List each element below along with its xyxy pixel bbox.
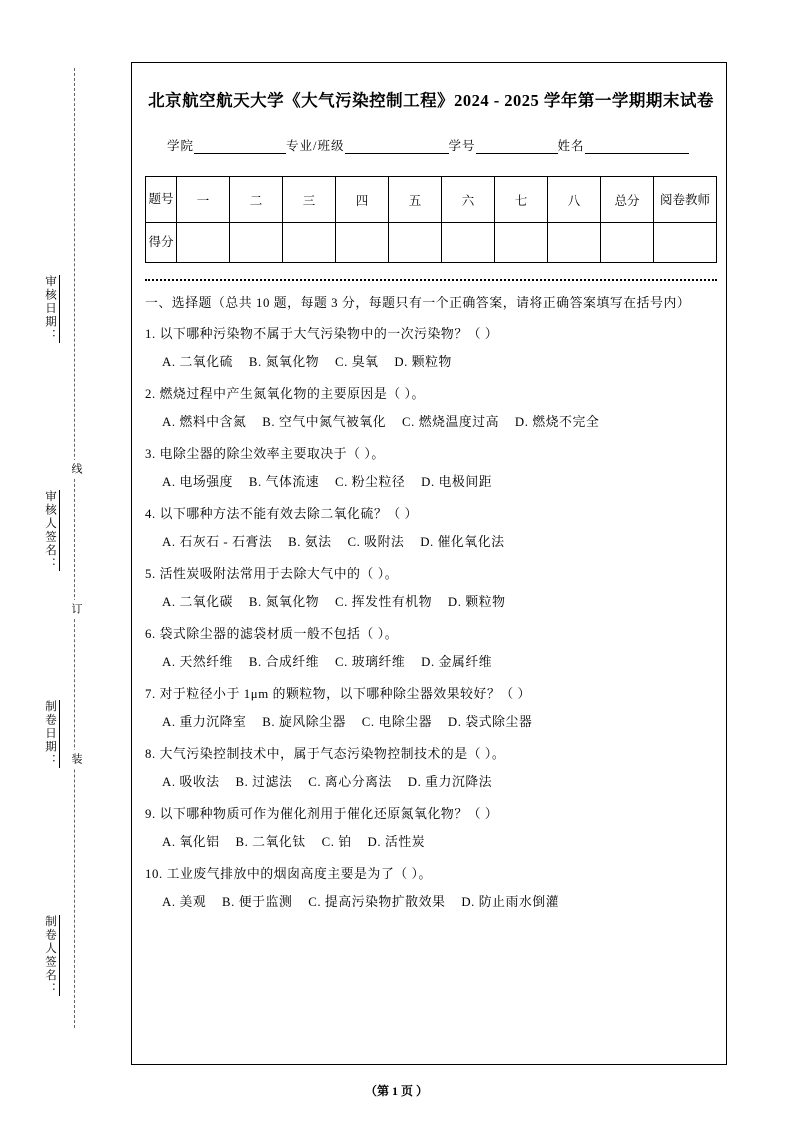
- option-9-b[interactable]: B. 二氧化钛: [235, 835, 306, 849]
- option-7-c[interactable]: C. 电除尘器: [361, 715, 433, 729]
- page-footer: （第 1 页 ）: [364, 1084, 428, 1098]
- major-class-label: 专业/班级: [286, 139, 345, 153]
- option-1-d[interactable]: D. 颗粒物: [394, 355, 452, 369]
- dashed-fold-line: [74, 68, 75, 1028]
- score-table-row-label-number: 题号: [146, 177, 177, 223]
- question-stem-9: 9. 以下哪种物质可作为催化剂用于催化还原氮氧化物？（ ）: [145, 807, 499, 821]
- score-cell-4[interactable]: [336, 223, 389, 263]
- question-stem-2: 2. 燃烧过程中产生氮氧化物的主要原因是（ ）。: [145, 387, 425, 401]
- score-table-q7: 七: [495, 177, 548, 223]
- option-2-b[interactable]: B. 空气中氮气被氧化: [262, 415, 387, 429]
- option-9-c[interactable]: C. 铂: [321, 835, 352, 849]
- score-table-q3: 三: [283, 177, 336, 223]
- option-5-b[interactable]: B. 氮氧化物: [248, 595, 320, 609]
- page-content: [145, 74, 717, 916]
- question-stem-10: 10. 工业废气排放中的烟囱高度主要是为了（ ）。: [145, 867, 432, 881]
- option-9-d[interactable]: D. 活性炭: [367, 835, 426, 849]
- score-table-row-label-score: 得分: [146, 223, 177, 263]
- section-one-heading: 一、选择题（总共 10 题，每题 3 分，每题只有一个正确答案，请将正确答案填写在括号内）: [145, 296, 691, 310]
- option-5-c[interactable]: C. 挥发性有机物: [334, 595, 433, 609]
- college-label: 学院: [167, 139, 195, 153]
- college-input[interactable]: [194, 140, 286, 154]
- option-1-a[interactable]: A. 二氧化硫: [162, 355, 234, 369]
- option-3-a[interactable]: A. 电场强度: [162, 475, 234, 489]
- left-margin-annotations: [22, 60, 122, 1060]
- option-6-b[interactable]: B. 合成纤维: [248, 655, 320, 669]
- option-2-c[interactable]: C. 燃烧温度过高: [401, 415, 500, 429]
- option-3-d[interactable]: D. 电极间距: [421, 475, 493, 489]
- question-options-3: [145, 469, 717, 496]
- option-1-c[interactable]: C. 臭氧: [334, 355, 379, 369]
- question-options-10: [145, 889, 717, 916]
- margin-note-paper-date: 制卷日期：: [42, 700, 60, 768]
- option-1-b[interactable]: B. 氮氧化物: [248, 355, 320, 369]
- option-7-d[interactable]: D. 袋式除尘器: [447, 715, 533, 729]
- score-cell-7[interactable]: [495, 223, 548, 263]
- student-id-label: 学号: [448, 139, 476, 153]
- question-options-8: [145, 769, 717, 796]
- score-table-teacher: 阅卷教师: [654, 177, 717, 223]
- question-stem-7: 7. 对于粒径小于 1μm 的颗粒物，以下哪种除尘器效果较好？（ ）: [145, 687, 531, 701]
- score-table-q2: 二: [230, 177, 283, 223]
- option-7-a[interactable]: A. 重力沉降室: [162, 715, 247, 729]
- option-8-d[interactable]: D. 重力沉降法: [407, 775, 493, 789]
- score-cell-2[interactable]: [230, 223, 283, 263]
- option-10-c[interactable]: C. 提高污染物扩散效果: [308, 895, 446, 909]
- option-5-a[interactable]: A. 二氧化碳: [162, 595, 234, 609]
- option-4-d[interactable]: D. 催化氧化法: [420, 535, 505, 549]
- score-cell-5[interactable]: [389, 223, 442, 263]
- score-cell-6[interactable]: [442, 223, 495, 263]
- question-stem-8: 8. 大气污染控制技术中，属于气态污染物控制技术的是（ ）。: [145, 747, 506, 761]
- score-table-q8: 八: [548, 177, 601, 223]
- question-stem-5: 5. 活性炭吸附法常用于去除大气中的（ ）。: [145, 567, 399, 581]
- score-table-q5: 五: [389, 177, 442, 223]
- question-options-1: [145, 349, 717, 376]
- major-class-input[interactable]: [345, 140, 449, 154]
- question-stem-3: 3. 电除尘器的除尘效率主要取决于（ ）。: [145, 447, 385, 461]
- student-info-line: [145, 136, 717, 154]
- margin-mark-line: 线: [68, 460, 84, 478]
- score-cell-teacher[interactable]: [654, 223, 717, 263]
- name-label: 姓名: [557, 139, 585, 153]
- score-cell-1[interactable]: [177, 223, 230, 263]
- option-4-a[interactable]: A. 石灰石 - 石膏法: [162, 535, 273, 549]
- option-6-c[interactable]: C. 玻璃纤维: [334, 655, 406, 669]
- score-table: [145, 176, 717, 263]
- margin-mark-seal: 装: [68, 750, 84, 768]
- option-8-b[interactable]: B. 过滤法: [235, 775, 293, 789]
- name-input[interactable]: [585, 140, 689, 154]
- option-2-d[interactable]: D. 燃烧不完全: [514, 415, 600, 429]
- question-options-7: [145, 709, 717, 736]
- student-id-input[interactable]: [476, 140, 558, 154]
- question-stem-1: 1. 以下哪种污染物不属于大气污染物中的一次污染物？（ ）: [145, 327, 499, 341]
- option-10-b[interactable]: B. 便于监测: [222, 895, 293, 909]
- option-6-a[interactable]: A. 天然纤维: [162, 655, 234, 669]
- score-table-q1: 一: [177, 177, 230, 223]
- question-options-4: [145, 529, 717, 556]
- option-4-b[interactable]: B. 氨法: [288, 535, 332, 549]
- score-cell-8[interactable]: [548, 223, 601, 263]
- option-8-a[interactable]: A. 吸收法: [162, 775, 220, 789]
- dotted-divider: [145, 279, 717, 281]
- score-table-q6: 六: [442, 177, 495, 223]
- margin-note-review-date: 审核日期：: [42, 275, 60, 343]
- option-9-a[interactable]: A. 氧化铝: [162, 835, 220, 849]
- score-cell-3[interactable]: [283, 223, 336, 263]
- page-title: 北京航空航天大学《大气污染控制工程》2024 - 2025 学年第一学期期末试卷: [148, 91, 714, 110]
- section-one: [145, 291, 717, 916]
- margin-mark-bind: 订: [68, 600, 84, 618]
- option-4-c[interactable]: C. 吸附法: [347, 535, 405, 549]
- question-options-9: [145, 829, 717, 856]
- table-row-header: [146, 177, 717, 223]
- option-7-b[interactable]: B. 旋风除尘器: [262, 715, 346, 729]
- option-3-c[interactable]: C. 粉尘粒径: [334, 475, 406, 489]
- table-row-scores: [146, 223, 717, 263]
- option-5-d[interactable]: D. 颗粒物: [447, 595, 506, 609]
- score-cell-total[interactable]: [601, 223, 654, 263]
- option-2-a[interactable]: A. 燃料中含氮: [162, 415, 247, 429]
- margin-note-paper-signature: 制卷人签名：: [42, 915, 60, 996]
- option-10-d[interactable]: D. 防止雨水倒灌: [461, 895, 560, 909]
- option-8-c[interactable]: C. 离心分离法: [308, 775, 392, 789]
- question-options-5: [145, 589, 717, 616]
- option-3-b[interactable]: B. 气体流速: [248, 475, 320, 489]
- question-options-6: [145, 649, 717, 676]
- score-table-q4: 四: [336, 177, 389, 223]
- option-10-a[interactable]: A. 美观: [162, 895, 207, 909]
- option-6-d[interactable]: D. 金属纤维: [421, 655, 493, 669]
- question-options-2: [145, 409, 717, 436]
- margin-note-reviewer-signature: 审核人签名：: [42, 490, 60, 571]
- score-table-total: 总分: [601, 177, 654, 223]
- question-stem-6: 6. 袋式除尘器的滤袋材质一般不包括（ ）。: [145, 627, 399, 641]
- question-stem-4: 4. 以下哪种方法不能有效去除二氧化硫？（ ）: [145, 507, 418, 521]
